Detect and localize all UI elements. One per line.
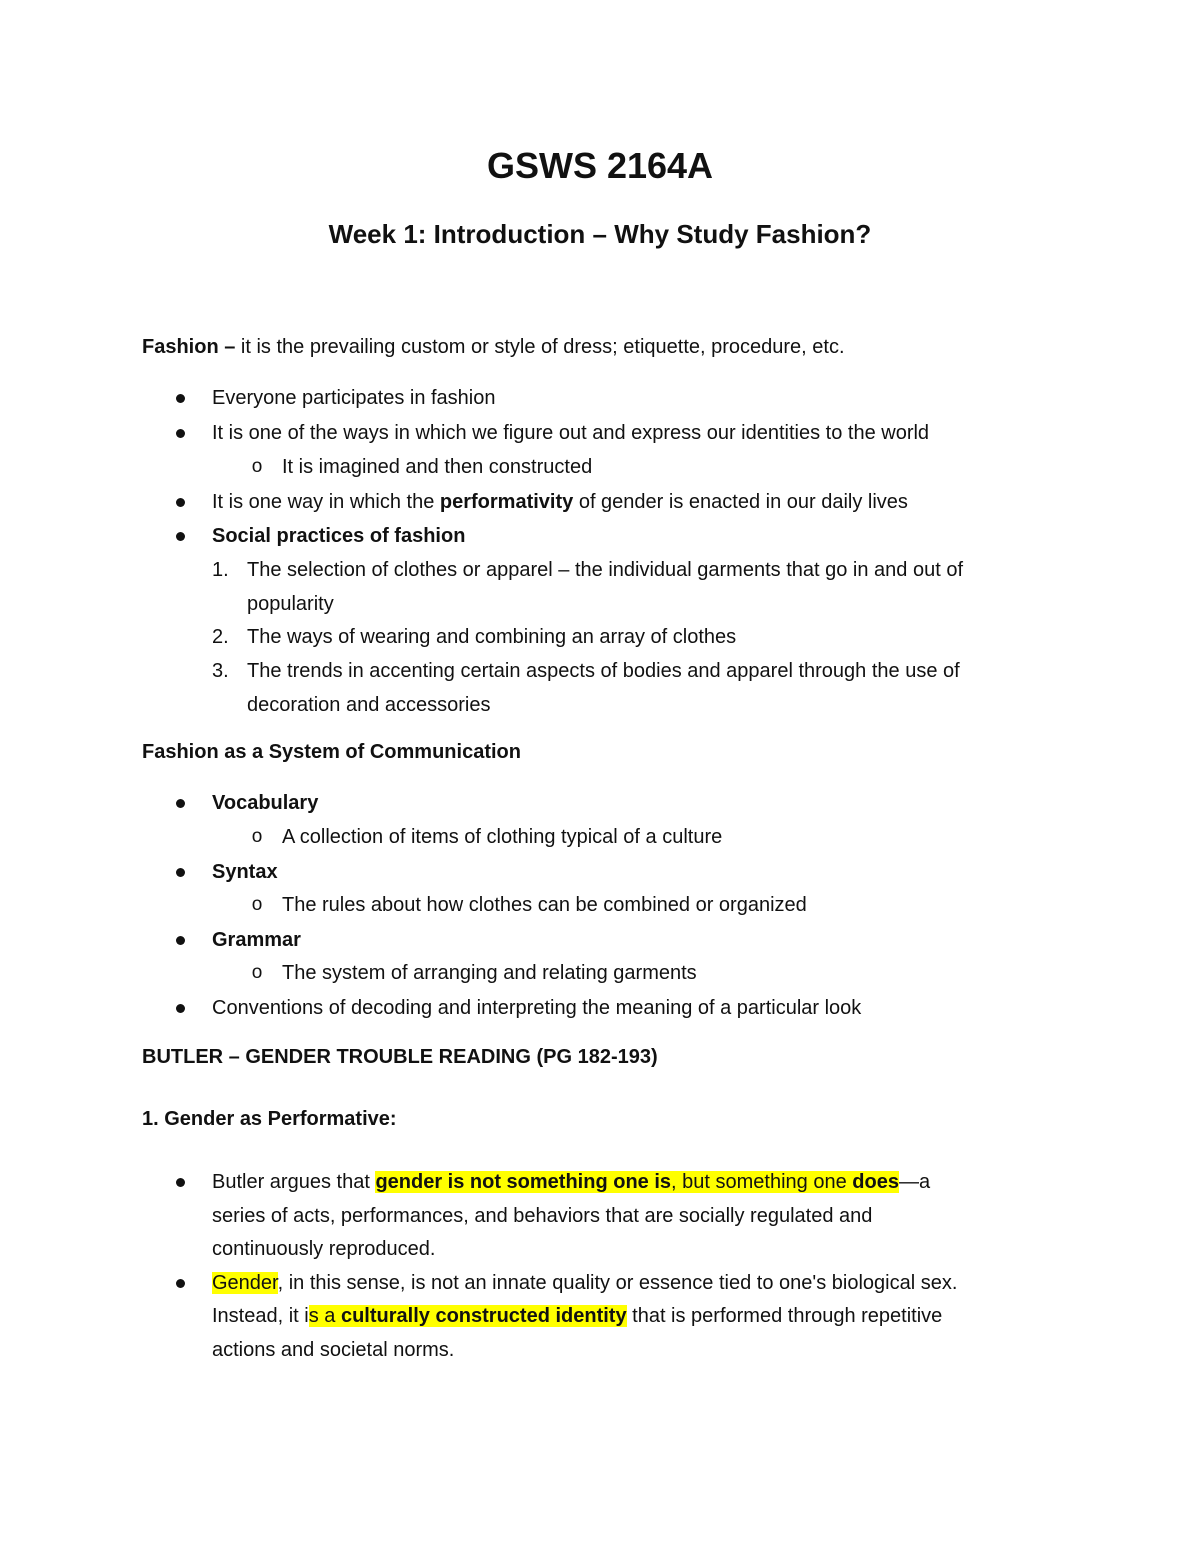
number-marker: 2. bbox=[212, 626, 229, 648]
bullet-dot bbox=[170, 923, 190, 957]
list-item: It is one of the ways in which we figure out and express our identities to the world bbox=[212, 422, 930, 444]
bullet-dot bbox=[170, 855, 190, 889]
definition-text: it is the prevailing custom or style of dress; etiquette, procedure, etc. bbox=[240, 336, 845, 358]
bullet-dot bbox=[170, 381, 190, 415]
list-item bbox=[212, 485, 908, 519]
list-item: Vocabulary bbox=[212, 792, 319, 814]
list-item: Grammar bbox=[212, 929, 301, 951]
list-item-cont: series of acts, performances, and behaviors that are socially regulated and bbox=[212, 1205, 873, 1227]
bullet-dot bbox=[170, 519, 190, 553]
sub-bullet-circle: o bbox=[251, 826, 263, 847]
numbered-item: The selection of clothes or apparel – the individual garments that go in and out of bbox=[247, 559, 964, 581]
sub-heading: 1. Gender as Performative: bbox=[142, 1108, 397, 1130]
text-run: Butler argues that bbox=[212, 1171, 376, 1193]
sub-bullet-circle: o bbox=[251, 456, 263, 477]
fashion-definition bbox=[142, 330, 845, 364]
page-title: GSWS 2164A bbox=[486, 145, 714, 186]
highlight: s a bbox=[308, 1305, 341, 1327]
bullet-dot bbox=[170, 786, 190, 820]
text-run: It is one way in which the bbox=[212, 491, 440, 513]
section-heading: Fashion as a System of Communication bbox=[142, 741, 521, 763]
bullet-dot bbox=[170, 485, 190, 519]
bullet-dot bbox=[170, 416, 190, 450]
text-run: —a bbox=[898, 1171, 931, 1193]
text-run: , in this sense, is not an innate quality or essence tied to one's biological sex. bbox=[277, 1272, 958, 1294]
text-run: of gender is enacted in our daily lives bbox=[573, 491, 908, 513]
sub-list-item: A collection of items of clothing typical of a culture bbox=[282, 826, 723, 848]
numbered-item-cont: popularity bbox=[247, 593, 334, 615]
sub-bullet-circle: o bbox=[251, 962, 263, 983]
highlight: does bbox=[852, 1171, 899, 1193]
sub-list-item: The rules about how clothes can be combined or organized bbox=[282, 894, 807, 916]
sub-list-item: The system of arranging and relating garments bbox=[282, 962, 697, 984]
highlight: Gender bbox=[212, 1272, 278, 1294]
page-subtitle: Week 1: Introduction – Why Study Fashion? bbox=[328, 219, 872, 249]
sub-list-item: It is imagined and then constructed bbox=[282, 456, 593, 478]
list-item: Syntax bbox=[212, 861, 278, 883]
list-item bbox=[212, 1266, 957, 1300]
numbered-item: The trends in accenting certain aspects of bodies and apparel through the use of bbox=[247, 660, 960, 682]
number-marker: 3. bbox=[212, 660, 229, 682]
highlight: gender is not something one is bbox=[375, 1171, 672, 1193]
bullet-dot bbox=[170, 1266, 190, 1300]
list-item: Everyone participates in fashion bbox=[212, 387, 496, 409]
section-heading: BUTLER – GENDER TROUBLE READING (PG 182-193) bbox=[142, 1046, 658, 1068]
list-item bbox=[212, 1165, 930, 1199]
list-item: Conventions of decoding and interpreting the meaning of a particular look bbox=[212, 997, 862, 1019]
text-run: that is performed through repetitive bbox=[626, 1305, 943, 1327]
list-item-cont bbox=[212, 1299, 942, 1333]
text-run: Instead, it i bbox=[212, 1305, 309, 1327]
list-item-cont: continuously reproduced. bbox=[212, 1238, 436, 1260]
number-marker: 1. bbox=[212, 559, 229, 581]
numbered-item-cont: decoration and accessories bbox=[247, 694, 491, 716]
bold-term: performativity bbox=[439, 491, 574, 513]
list-item-cont: actions and societal norms. bbox=[212, 1339, 455, 1361]
list-item: Social practices of fashion bbox=[212, 525, 466, 547]
highlight: culturally constructed identity bbox=[340, 1305, 627, 1327]
definition-term: Fashion – bbox=[142, 336, 241, 358]
bullet-dot bbox=[170, 1165, 190, 1199]
sub-bullet-circle: o bbox=[251, 894, 263, 915]
bullet-dot bbox=[170, 991, 190, 1025]
numbered-item: The ways of wearing and combining an array of clothes bbox=[247, 626, 737, 648]
highlight: , but something one bbox=[671, 1171, 853, 1193]
